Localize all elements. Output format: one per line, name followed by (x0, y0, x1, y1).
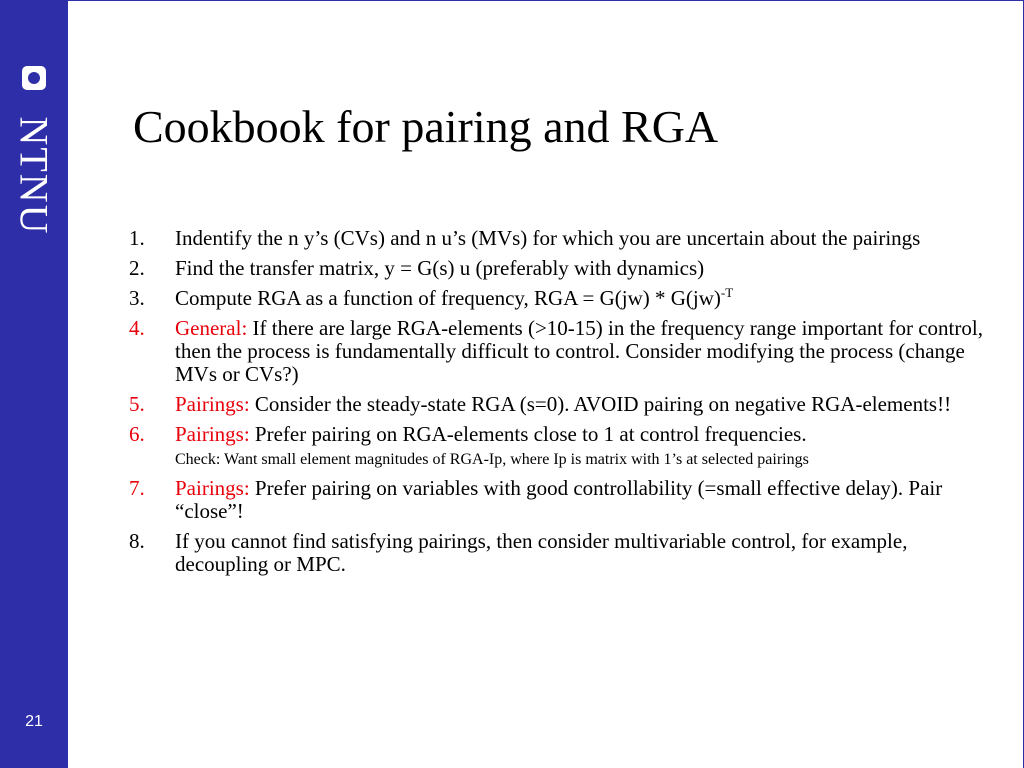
top-border (68, 0, 1024, 1)
list-item-4 (129, 317, 989, 386)
list-item-8 (129, 530, 989, 576)
cookbook-list (129, 227, 989, 583)
item-superscript: -T (720, 285, 734, 300)
list-item-5 (129, 393, 989, 416)
item-label: General: (175, 316, 248, 340)
item-number: 6. (129, 422, 145, 446)
item-number: 2. (129, 256, 145, 280)
item-text: Compute RGA as a function of frequency, RGA = G(jw) * G(jw) (175, 286, 721, 310)
list-item-3 (129, 287, 989, 310)
item-label: Pairings: (175, 392, 250, 416)
slide-title: Cookbook for pairing and RGA (133, 101, 719, 152)
ntnu-logo-mark-icon (22, 66, 46, 90)
item-text: Consider the steady-state RGA (s=0). AVOID pairing on negative RGA-elements!! (254, 392, 952, 416)
item-number: 1. (129, 226, 145, 250)
item-number: 8. (129, 529, 145, 553)
list-item-7 (129, 477, 989, 523)
list-item-1 (129, 227, 989, 250)
item-number: 4. (129, 316, 145, 340)
page-number: 21 (25, 713, 43, 730)
item-text: Indentify the n y’s (CVs) and n u’s (MVs) for which you are uncertain about the pairings (175, 226, 921, 250)
item-label: Pairings: (175, 422, 250, 446)
item-text: Prefer pairing on variables with good controllability (=small effective delay). Pair “close”! (175, 476, 943, 523)
sidebar (0, 0, 68, 768)
list-item-6 (129, 423, 989, 470)
item-label: Pairings: (175, 476, 250, 500)
ntnu-logo (8, 56, 60, 246)
item-number: 3. (129, 286, 145, 310)
item-number: 5. (129, 392, 145, 416)
item-text: Prefer pairing on RGA-elements close to 1 at control frequencies. (254, 422, 807, 446)
ntnu-logo-text: NTNU (11, 116, 57, 236)
item-note: Check: Want small element magnitudes of RGA-Ip, where Ip is matrix with 1’s at selected pairings (175, 451, 809, 468)
item-number: 7. (129, 476, 145, 500)
item-text: If you cannot find satisfying pairings, then consider multivariable control, for example, decoupling or MPC. (175, 529, 908, 576)
list-item-2 (129, 257, 989, 280)
item-text: Find the transfer matrix, y = G(s) u (preferably with dynamics) (175, 256, 705, 280)
item-text: If there are large RGA-elements (>10-15) in the frequency range important for control, then the process is fundamentally difficult to control. Consider modifying the process (change MVs or CVs?) (175, 316, 983, 386)
